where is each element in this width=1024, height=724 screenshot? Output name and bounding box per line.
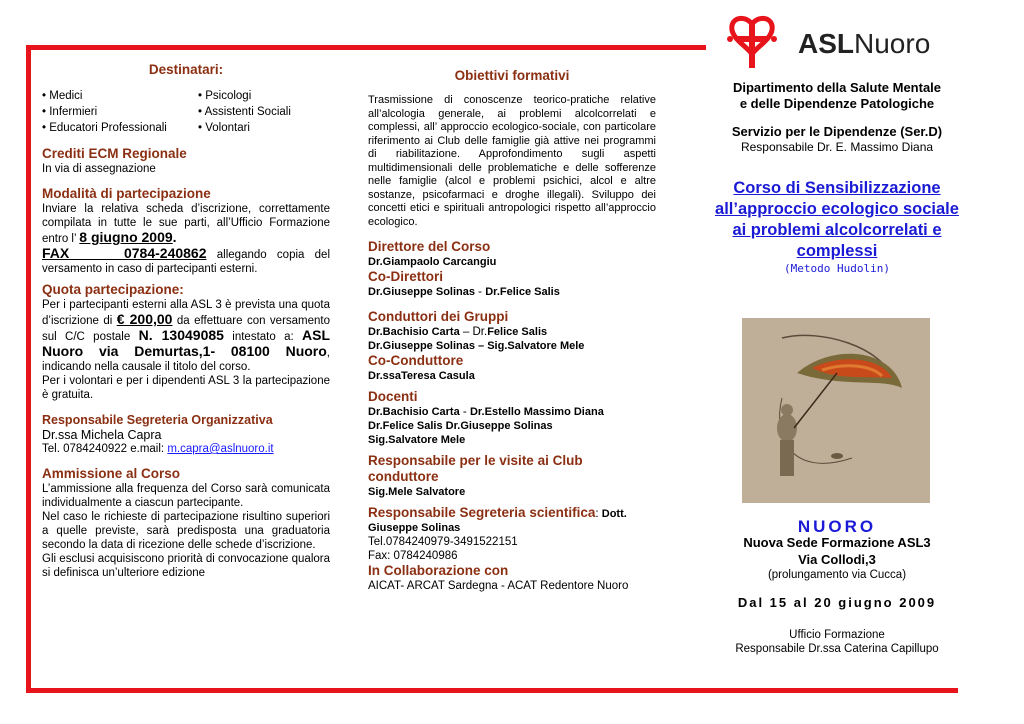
modalita-title: Modalità di partecipazione [42, 186, 211, 201]
bullet-icon: • [198, 106, 205, 118]
deadline-date: 8 giugno 2009 [79, 229, 173, 245]
fishing-illustration-image [742, 318, 930, 503]
destinatari-item: • Assistenti Sociali [198, 106, 291, 118]
red-frame-bottom [26, 688, 958, 693]
right-column [706, 80, 968, 276]
quota-title: Quota partecipazione: [42, 282, 184, 297]
coconduttore-name: Dr.ssaTeresa Casula [368, 370, 475, 382]
docenti-line-3: Sig.Salvatore Mele [368, 434, 466, 446]
logo-text: ASLNuoro [798, 28, 931, 59]
bullet-icon: • [198, 122, 206, 134]
modalita-text: Inviare la relativa scheda d’iscrizione, correttamente compilata in tutte le sue parti, all’Ufficio Formazione entro l’ 8 giugno 2009. FAX 0784-240862 allegando copia del versamento in caso di partecipanti esterni. [42, 203, 331, 275]
asl-address: ASL Nuoro via Demurtas,1- 08100 Nuoro [42, 327, 331, 359]
segreteria-org-name: Dr.ssa Michela Capra [42, 428, 162, 442]
bullet-icon: • [42, 90, 50, 102]
service-responsible: Responsabile Dr. E. Massimo Diana [740, 140, 934, 154]
middle-column [368, 68, 656, 593]
ammissione-text-2: Nel caso le richieste di partecipazione risultino superiori a quelle previste, sarà predisposta una graduatoria secondo la data di ricezione delle schede d’iscrizione. [42, 511, 330, 551]
segreteria-email-link[interactable]: m.capra@aslnuoro.it [167, 443, 274, 455]
docenti-line-2: Dr.Felice Salis Dr.Giuseppe Solinas [368, 420, 553, 432]
destinatari-item: • Psicologi [198, 90, 252, 102]
visite-name: Sig.Mele Salvatore [368, 486, 466, 498]
course-dates: Dal 15 al 20 giugno 2009 [737, 595, 937, 610]
dept-line-2: e delle Dipendenze Patologiche [739, 96, 935, 111]
segreteria-scientifica-fax: Fax: 0784240986 [368, 550, 458, 562]
city-name: NUORO [797, 517, 877, 536]
course-method: (Metodo Hudolin) [784, 262, 890, 275]
ammissione-text-3: Gli esclusi acquisiscono priorità di convocazione qualora si definisca un’ulteriore edizione [42, 553, 330, 579]
codirettori-title: Co-Direttori [368, 269, 443, 284]
course-title: Corso di Sensibilizzazione all’approccio ecologico sociale ai problemi alcolcorrelati e complessi [715, 179, 959, 260]
destinatari-item: • Medici [42, 90, 83, 102]
asl-nuoro-logo [724, 14, 944, 72]
conduttori-line-1: Dr.Bachisio Carta – Dr.Felice Salis [368, 326, 548, 338]
visite-title: Responsabile per le visite ai Club conduttore [368, 453, 583, 484]
quota-text: Per i partecipanti esterni alla ASL 3 è prevista una quota d’iscrizione di € 200,00 da effettuare con versamento sul C/C postale N. 13049085 intestato a: ASL Nuoro via Demurtas,1- 08100 Nuoro, indicando nella causale il titolo del corso. Per i volontari e per i dipendenti ASL 3 la partecipazione è gratuita. [42, 299, 331, 401]
cc-number: N. 13049085 [138, 327, 224, 343]
bullet-icon: • [198, 90, 206, 102]
red-frame-top [26, 45, 706, 50]
coconduttore-title: Co-Conduttore [368, 353, 464, 368]
conduttori-line-2: Dr.Giuseppe Solinas – Sig.Salvatore Mele [368, 340, 585, 352]
venue-line-2: Via Collodi,3 [798, 552, 876, 567]
office-responsible: Responsabile Dr.ssa Caterina Capillupo [735, 643, 939, 655]
direttore-name: Dr.Giampaolo Carcangiu [368, 256, 497, 268]
venue-line-1: Nuova Sede Formazione ASL3 [743, 535, 931, 550]
docenti-title: Docenti [368, 389, 418, 404]
segreteria-scientifica-tel: Tel.0784240979-3491522151 [368, 536, 518, 548]
docenti-line-1: Dr.Bachisio Carta - Dr.Estello Massimo Diana [368, 406, 604, 418]
quota-amount: € 200,00 [116, 311, 173, 327]
venue-block [706, 517, 968, 656]
codirettori-names: Dr.Giuseppe Solinas - Dr.Felice Salis [368, 286, 560, 298]
destinatari-list [42, 88, 330, 136]
destinatari-title: Destinatari: [148, 62, 224, 77]
segreteria-org-contact: Tel. 0784240922 e.mail: m.capra@aslnuoro.it [42, 443, 274, 455]
crediti-text: In via di assegnazione [42, 163, 156, 175]
red-frame-left [26, 45, 31, 693]
office-name: Ufficio Formazione [789, 629, 885, 641]
destinatari-item: • Volontari [198, 122, 250, 134]
obiettivi-title: Obiettivi formativi [454, 68, 570, 83]
bullet-icon: • [42, 106, 50, 118]
venue-line-3: (prolungamento via Cucca) [767, 569, 907, 581]
fax-number: FAX 0784-240862 [42, 245, 207, 261]
direttore-title: Direttore del Corso [368, 239, 491, 254]
crediti-title: Crediti ECM Regionale [42, 146, 187, 161]
left-column [42, 62, 330, 580]
segreteria-scientifica: Responsabile Segreteria scientifica: Dott. Giuseppe Solinas [368, 505, 627, 534]
destinatari-item: • Infermieri [42, 106, 98, 118]
dept-line-1: Dipartimento della Salute Mentale [732, 80, 942, 95]
segreteria-org-title: Responsabile Segreteria Organizzativa [42, 413, 273, 427]
collaborazione-text: AICAT- ARCAT Sardegna - ACAT Redentore Nuoro [368, 580, 629, 592]
service-title: Servizio per le Dipendenze (Ser.D) [731, 124, 943, 139]
destinatari-item: • Educatori Professionali [42, 122, 167, 134]
collaborazione-title: In Collaborazione con [368, 563, 509, 578]
asl-heart-cross-icon [724, 14, 794, 72]
ammissione-title: Ammissione al Corso [42, 466, 181, 481]
obiettivi-text: Trasmissione di conoscenze teorico-pratiche relative all’alcologia generale, ai problemi alcolcorrelati e complessi, all’ approccio ecologico-sociale, con particolare riferimento ai Club delle famiglie già attive nei programmi di riabilitazione. Approfondimento sugli aspetti multidimensionali delle problematiche e delle sofferenze nelle famiglie (alcol e problemi psichici, alcol e altre sostanze, psicofarmaci e droghe illegali). Sviluppo dei concetti etici e spirituali antropologici rispetto all’approccio ecologico. [368, 94, 656, 228]
ammissione-text-1: L’ammissione alla frequenza del Corso sarà comunicata individualmente a ciascun partecipante. [42, 483, 330, 509]
conduttori-title: Conduttori dei Gruppi [368, 309, 509, 324]
bullet-icon: • [42, 122, 50, 134]
